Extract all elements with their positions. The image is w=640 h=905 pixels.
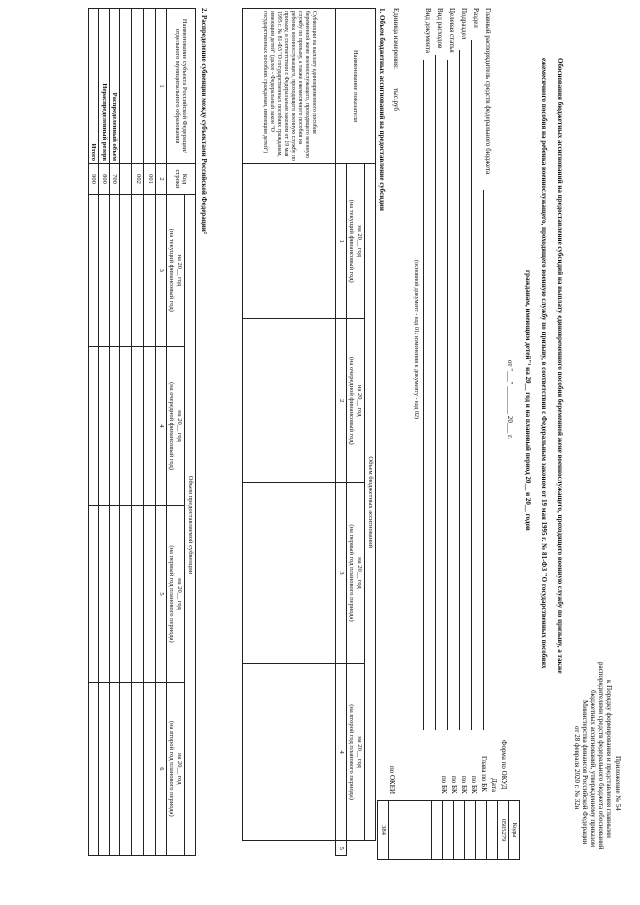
unit-value: тыс.руб xyxy=(392,88,400,111)
okei-code: 384 xyxy=(378,801,389,860)
s2-y3: на 20__ год (на первый год планового периода) xyxy=(167,506,185,682)
codes-header: Коды xyxy=(509,801,520,860)
s2-row1-code: 001 xyxy=(144,164,156,195)
vid-code-label: по БК xyxy=(440,776,448,794)
s1-y3: на 20__ год (на первый год планового периода) xyxy=(347,483,365,664)
gr-underline xyxy=(483,190,484,730)
date-label: Дата xyxy=(490,778,498,792)
s2-y1: на 20__ год (на текущий финансовый год) xyxy=(167,195,185,347)
s2-undist-c5 xyxy=(99,506,110,682)
appendix-line-4: бюджетных ассигнований, утвержденному приказом xyxy=(589,690,597,848)
appendix-line-6: от 28 февраля 2020 г. № 32н xyxy=(573,726,581,810)
s1-num-3: 3 xyxy=(336,483,347,664)
s2-row3-code xyxy=(120,164,132,195)
s1-col-group: Объем бюджетных ассигнований xyxy=(365,164,376,841)
s2-row3-name xyxy=(120,9,132,164)
razdel-label: Раздел xyxy=(472,8,480,28)
s2-row3-c4 xyxy=(120,346,132,506)
s1-y2: на 20__ год (на очередной финансовый год) xyxy=(347,319,365,483)
doc-label: Вид документа xyxy=(424,8,432,54)
s2-dist-c5 xyxy=(110,506,121,682)
s2-y4: на 20__ год (на второй год планового периода) xyxy=(167,682,185,855)
s2-y2: на 20__ год (на очередной финансовый год) xyxy=(167,346,185,506)
appendix-line-1: Приложение № 54 xyxy=(614,756,622,811)
s2-row3-c5 xyxy=(120,506,132,682)
razdel-underline xyxy=(471,40,472,730)
s2-total-c6 xyxy=(89,682,100,855)
s2-row1-c6 xyxy=(144,682,156,855)
s2-dist-code: 700 xyxy=(110,164,121,195)
appendix-line-5: Министерства финансов Российской Федерации xyxy=(581,700,589,845)
s2-dist-c4 xyxy=(110,346,121,506)
s2-row2-name xyxy=(132,9,144,164)
doc-underline xyxy=(423,60,424,730)
s2-row2-c3 xyxy=(132,195,144,347)
vid-label: Вид расходов xyxy=(436,8,444,49)
title-line-3: гражданам, имеющим детей"¹ на 20__ год и на плановый период 20__ и 20__ годов xyxy=(524,270,532,531)
statya-code-label: по БК xyxy=(450,776,458,794)
vid-code xyxy=(432,801,443,860)
codes-table xyxy=(377,800,520,860)
glava-code xyxy=(476,801,487,860)
podrazdel-code xyxy=(454,801,465,860)
section2-table xyxy=(88,8,196,856)
s2-row1-c5 xyxy=(144,506,156,682)
unit-label: Единица измерения: xyxy=(392,8,400,69)
s2-row3-c3 xyxy=(120,195,132,347)
s2-undist-code: 800 xyxy=(99,164,110,195)
s2-total-code: 900 xyxy=(89,164,100,195)
s1-y1: на 20__ год (на текущий финансовый год) xyxy=(347,164,365,319)
s2-total-c5 xyxy=(89,506,100,682)
section1-table xyxy=(243,8,377,856)
s2-total-c3 xyxy=(89,195,100,347)
s2-dist-label: Распределенный объем xyxy=(110,9,121,164)
vid-underline xyxy=(435,55,436,730)
s1-cell-3 xyxy=(243,319,336,483)
s2-num-2: 2 xyxy=(156,164,167,195)
s2-row3-c6 xyxy=(120,682,132,855)
podrazdel-label: Подраздел xyxy=(460,8,468,40)
s1-num-1: 1 xyxy=(336,164,347,319)
date-code xyxy=(487,801,498,860)
s2-row2-c5 xyxy=(132,506,144,682)
s2-total-label: Итого xyxy=(89,9,100,164)
s1-cell-2 xyxy=(243,164,336,319)
title-line-1: Обоснования бюджетных ассигнований на предоставление субсидий на выплату единовременного пособия беременной жене военнослужащего, проходящего военную службу по призыву, а также xyxy=(556,58,564,674)
s2-row2-c6 xyxy=(132,682,144,855)
s2-undist-c3 xyxy=(99,195,110,347)
s2-num-5: 5 xyxy=(156,506,167,682)
glava-label: Глава по БК xyxy=(480,756,488,792)
gr-label: Главный распорядитель средств федерального бюджета xyxy=(484,8,492,175)
blank-code xyxy=(389,801,432,860)
doc-hint: (основной документ - код 01; изменения к документу - код 02) xyxy=(413,260,419,419)
razdel-code xyxy=(465,801,476,860)
okei-label: по ОКЕИ xyxy=(388,766,396,795)
s1-cell-5 xyxy=(243,663,336,841)
s2-dist-c6 xyxy=(110,682,121,855)
s2-undist-label: Нераспределенный резерв xyxy=(99,9,110,164)
s1-col-name: Наименование показателя xyxy=(336,9,376,164)
s2-col-name: Наименование субъекта Российской Федерации/ отдельного муниципального образования xyxy=(167,9,196,164)
s2-col-group: Объем предоставляемой субвенции xyxy=(185,195,196,856)
form-label: Форма по ОКУД xyxy=(500,740,508,790)
s2-row1-c4 xyxy=(144,346,156,506)
s1-row-text: Субвенции на выплату единовременного пособия беременной жене военнослужащего, проходящего военную службу по призыву, а также ежемесячного пособия на ребенка военнослужащего, проходящего военную службу по призыву, в соответствии с Федеральным законом от 19 мая 1995 г. № 81-ФЗ "О государственных пособиях гражданам, имеющим детей" (далее - Федеральный закон "О государственных пособиях гражданам, имеющим детей") xyxy=(243,9,336,164)
s1-cell-4 xyxy=(243,483,336,664)
s1-y4: на 20__ год (на второй год планового периода) xyxy=(347,663,365,841)
s2-col-code: Код строки xyxy=(167,164,196,195)
statya-underline xyxy=(447,60,448,730)
s2-row1-name xyxy=(144,9,156,164)
s2-num-6: 6 xyxy=(156,682,167,855)
razdel-code-label: по БК xyxy=(470,776,478,794)
appendix-line-2: к Порядку формирования и представления главными xyxy=(605,680,613,838)
s2-undist-c6 xyxy=(99,682,110,855)
s2-dist-c3 xyxy=(110,195,121,347)
form-code: 0505279 xyxy=(498,801,509,860)
section1-title: 1. Объем бюджетных ассигнований на предоставление субсидии xyxy=(378,8,386,211)
podrazdel-underline xyxy=(459,50,460,730)
s2-row2-code: 002 xyxy=(132,164,144,195)
s2-num-1: 1 xyxy=(156,9,167,164)
s2-undist-c4 xyxy=(99,346,110,506)
s2-num-4: 4 xyxy=(156,346,167,506)
appendix-line-3: распорядителями средств федерального бюджета обоснований xyxy=(597,662,605,850)
s1-num-5: 5 xyxy=(336,841,347,856)
s1-num-4: 4 xyxy=(336,663,347,841)
section2-title: 2. Распределение субвенции между субъектами Российской Федерации² xyxy=(200,8,208,234)
date-line: от "___" ________ 20___ г. xyxy=(506,360,514,440)
podrazdel-code-label: по БК xyxy=(460,776,468,794)
s2-total-c4 xyxy=(89,346,100,506)
statya-label: Целевая статья xyxy=(448,8,456,53)
title-line-2: ежемесячного пособия на ребенка военнослужащего, проходящего военную службу по призыву, в соответствии с Федеральным законом от 19 мая 1995 г. № 81-ФЗ "О государственных пособиях xyxy=(540,58,548,669)
statya-code xyxy=(443,801,454,860)
s2-row2-c4 xyxy=(132,346,144,506)
s2-num-3: 3 xyxy=(156,195,167,347)
s2-row1-c3 xyxy=(144,195,156,347)
s1-num-2: 2 xyxy=(336,319,347,483)
